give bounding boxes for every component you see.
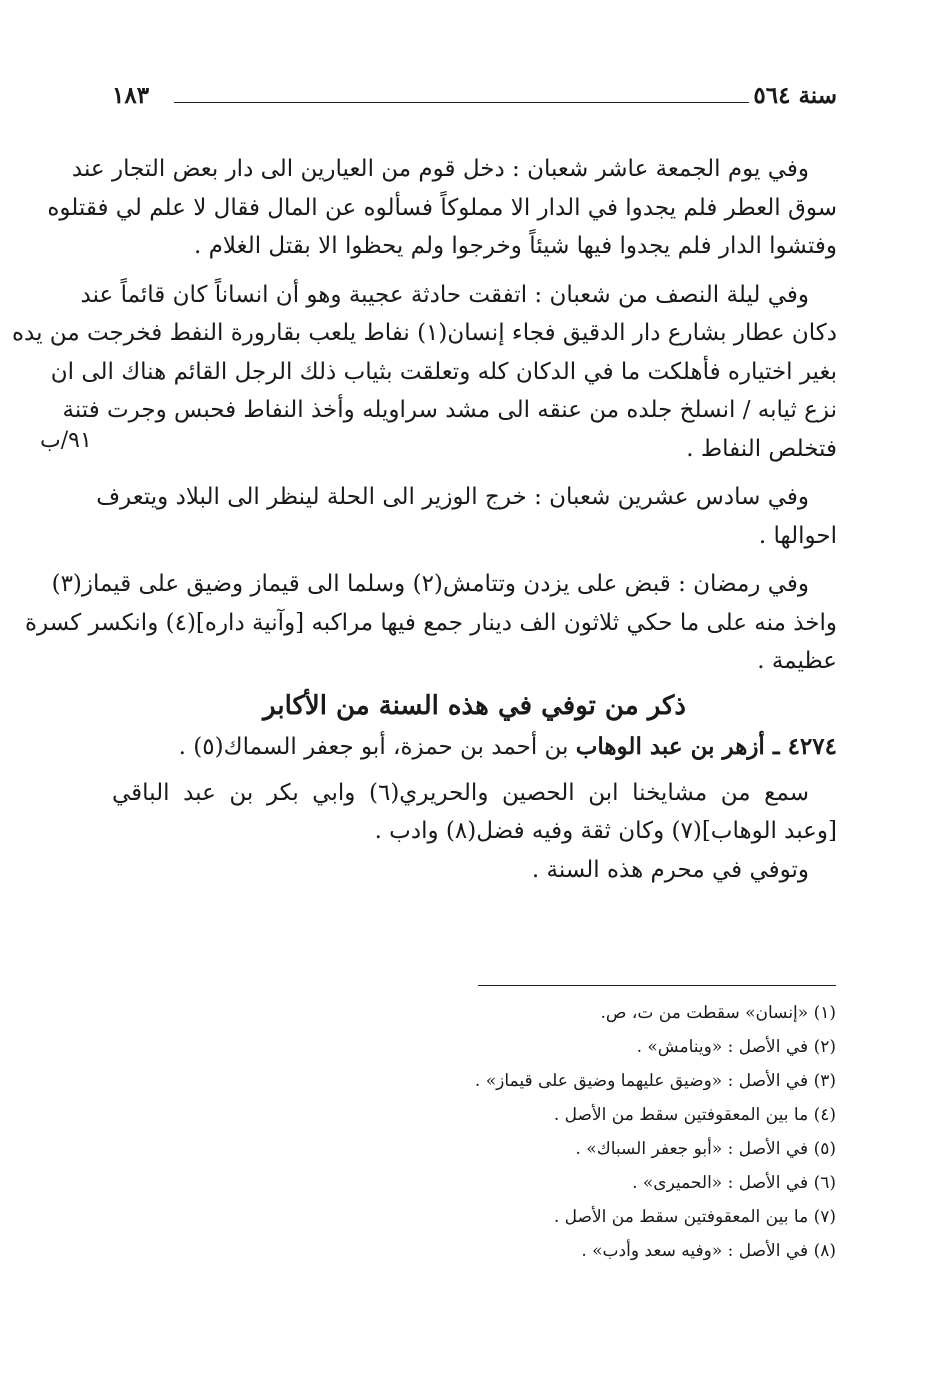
footnotes: [400, 996, 836, 1268]
entry-title: ٤٢٧٤ ـ أزهر بن عبد الوهاب: [575, 732, 837, 760]
header-rule: [174, 102, 749, 103]
footnote: (٦) في الأصل : «الحميرى» .: [632, 1173, 836, 1193]
footnote: (٧) ما بين المعقوفتين سقط من الأصل .: [553, 1207, 836, 1227]
text-line: سوق العطر فلم يجدوا في الدار الا مملوكاً فسألوه عن المال فقال لا علم لي فقتلوه: [47, 194, 837, 221]
footnote-rule: [478, 985, 836, 986]
text-line: عظيمة .: [757, 648, 837, 674]
section-heading: ذكر من توفي في هذه السنة من الأكابر: [262, 690, 686, 721]
paragraph-shaban-26: [96, 478, 837, 555]
paragraph-ramadan: [24, 565, 837, 681]
text-line: احوالها .: [758, 522, 837, 549]
text-line: دكان عطار بشارع دار الدقيق فجاء إنسان(١) نفاط يلعب بقارورة النفط فخرجت من يده: [11, 320, 837, 346]
footnote: (٢) في الأصل : «وينامش» .: [636, 1037, 836, 1057]
text-line: وفي يوم الجمعة عاشر شعبان : دخل قوم من العيارين الى دار بعض التجار عند: [71, 156, 809, 182]
text-line: وفتشوا الدار فلم يجدوا فيها شيئاً وخرجوا ولم يحظوا الا بقتل الغلام .: [194, 233, 837, 259]
footnote: (٥) في الأصل : «أبو جعفر السباك» .: [575, 1139, 836, 1159]
entry-lineage: بن أحمد بن حمزة، أبو جعفر السماك(٥) .: [178, 733, 576, 760]
text-line: [وعبد الوهاب](٧) وكان ثقة وفيه فضل(٨) وادب .: [374, 818, 837, 844]
running-head-year: سنة ٥٦٤: [753, 82, 837, 109]
text-line: وتوفي في محرم هذه السنة .: [531, 856, 809, 883]
paragraph-shaban-10: [47, 150, 837, 266]
footnote: (٨) في الأصل : «وفيه سعد وأدب» .: [581, 1241, 836, 1261]
text-line: فتخلص النفاط .: [686, 435, 837, 462]
text-line: وفي سادس عشرين شعبان : خرج الوزير الى الحلة لينظر الى البلاد ويتعرف: [96, 484, 809, 510]
text-line: وفي ليلة النصف من شعبان : اتفقت حادثة عجيبة وهو أن انساناً كان قائماً عند: [80, 281, 809, 308]
text-line: بغير اختياره فأهلكت ما في الدكان كله وتعلقت بثياب ذلك الرجل القائم هناك الى ان: [50, 358, 837, 385]
entry-paragraph: [112, 774, 837, 890]
folio-margin-note: ٩١/ب: [40, 428, 92, 453]
text-line: سمع من مشايخنا ابن الحصين والحريري(٦) وابي بكر بن عبد الباقي: [112, 779, 809, 806]
biography-entry: [112, 733, 837, 760]
footnote: (١) «إنسان» سقطت من ت، ص.: [600, 1003, 836, 1023]
text-line: نزع ثيابه / انسلخ جلده من عنقه الى مشد سراويله وأخذ النفاط فحبس وجرت فتنة: [62, 397, 837, 423]
footnote: (٣) في الأصل : «وضيق عليهما وضيق على قيماز» .: [474, 1071, 836, 1091]
page-header: [112, 82, 837, 122]
text-line: واخذ منه على ما حكي ثلاثون الف دينار جمع فيها مراكبه [وآنية داره](٤) وانكسر كسرة: [24, 609, 837, 636]
page-number: ١٨٣: [112, 82, 150, 109]
footnote: (٤) ما بين المعقوفتين سقط من الأصل .: [553, 1105, 836, 1125]
text-line: وفي رمضان : قبض على يزدن وتتامش(٢) وسلما الى قيماز وضيق على قيماز(٣): [51, 571, 809, 597]
